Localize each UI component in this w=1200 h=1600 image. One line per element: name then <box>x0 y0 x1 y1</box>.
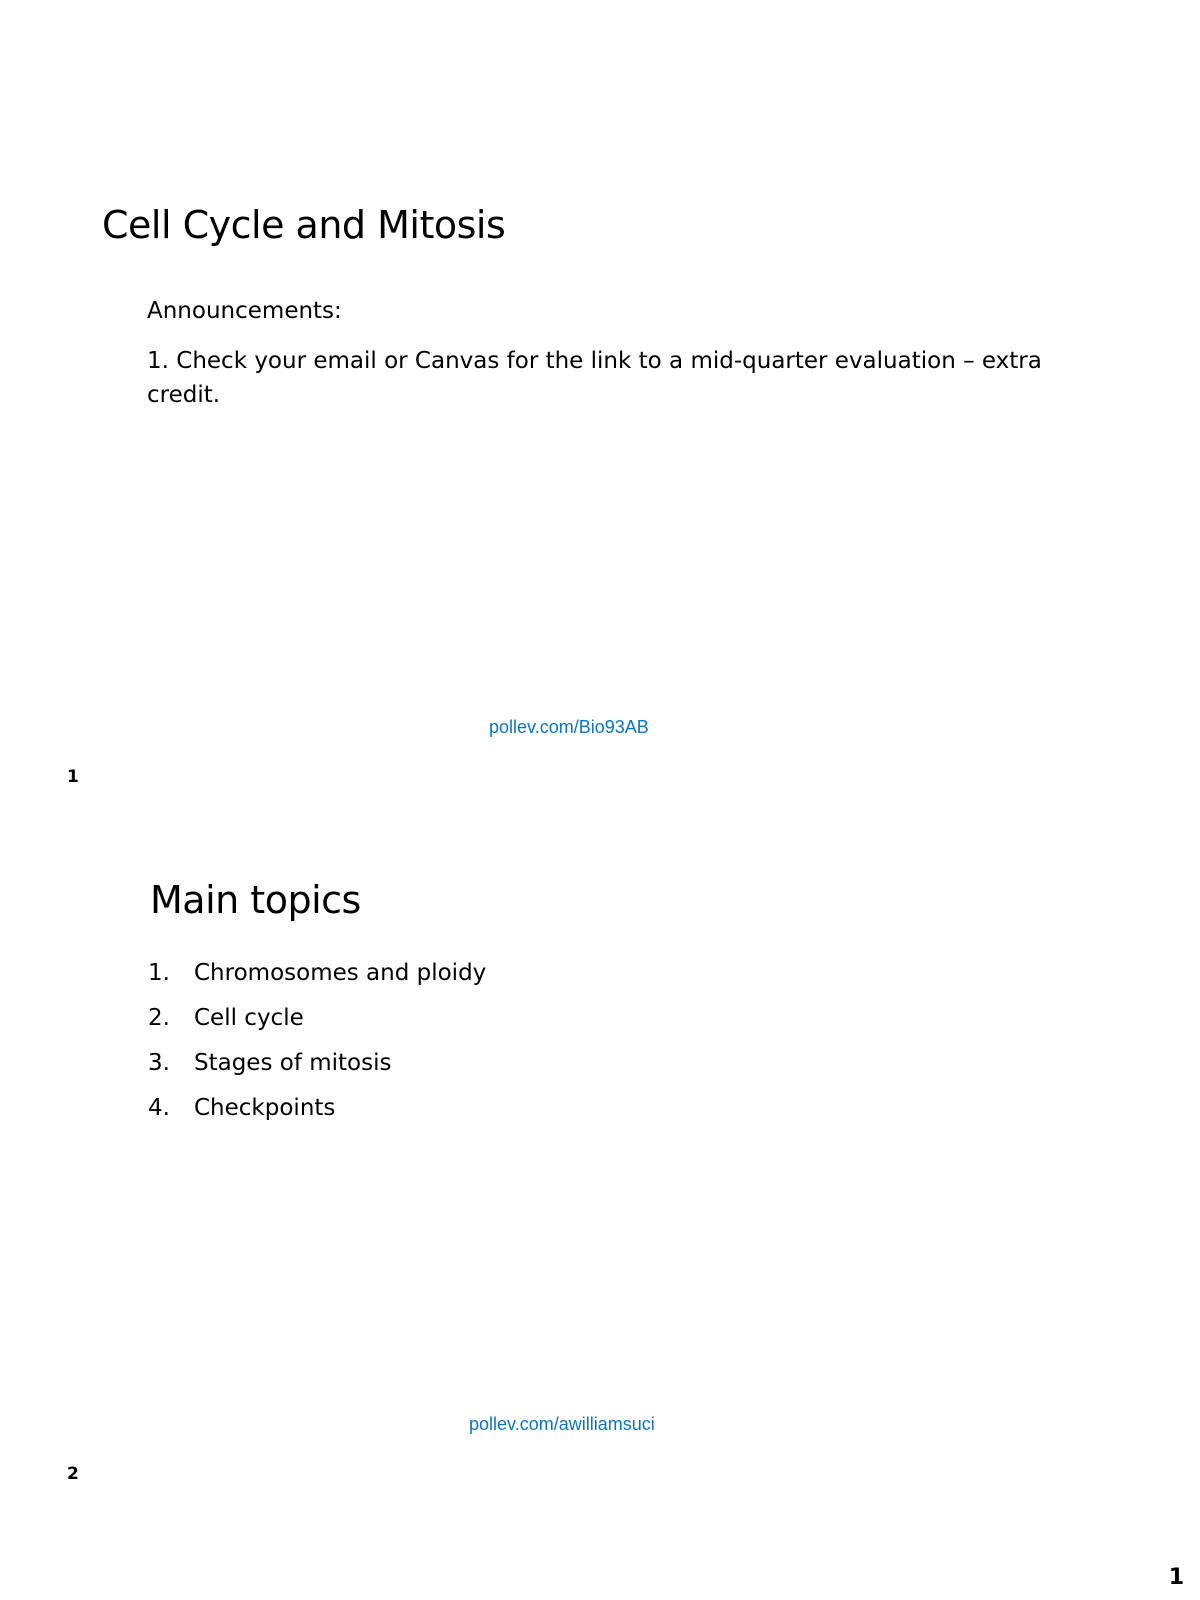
topic-item <box>148 1005 486 1050</box>
announcement-item: 1. Check your email or Canvas for the link to a mid-quarter evaluation – extra credit. <box>147 348 1042 408</box>
topic-number: 2. <box>148 1005 170 1031</box>
poll-link-awilliamsuci[interactable]: pollev.com/awilliamsuci <box>469 1414 655 1434</box>
topic-number: 4. <box>148 1095 170 1121</box>
topic-item <box>148 1050 486 1095</box>
slide-1-title: Cell Cycle and Mitosis <box>102 203 506 247</box>
topic-item <box>148 1095 486 1140</box>
topic-label: Chromosomes and ploidy <box>194 960 487 986</box>
topic-number: 1. <box>148 960 170 986</box>
topic-label: Cell cycle <box>194 1005 304 1031</box>
page-number: 1 <box>1168 1565 1184 1590</box>
topic-list <box>148 960 486 1140</box>
topic-label: Stages of mitosis <box>194 1050 392 1076</box>
announcements-heading: Announcements: <box>147 298 342 324</box>
slide-number-1: 1 <box>67 767 79 787</box>
topic-number: 3. <box>148 1050 170 1076</box>
poll-link-bio93ab[interactable]: pollev.com/Bio93AB <box>489 717 649 737</box>
topic-label: Checkpoints <box>194 1095 336 1121</box>
slide-number-2: 2 <box>67 1464 79 1484</box>
slide-2-title: Main topics <box>150 878 361 922</box>
topic-item <box>148 960 486 1005</box>
